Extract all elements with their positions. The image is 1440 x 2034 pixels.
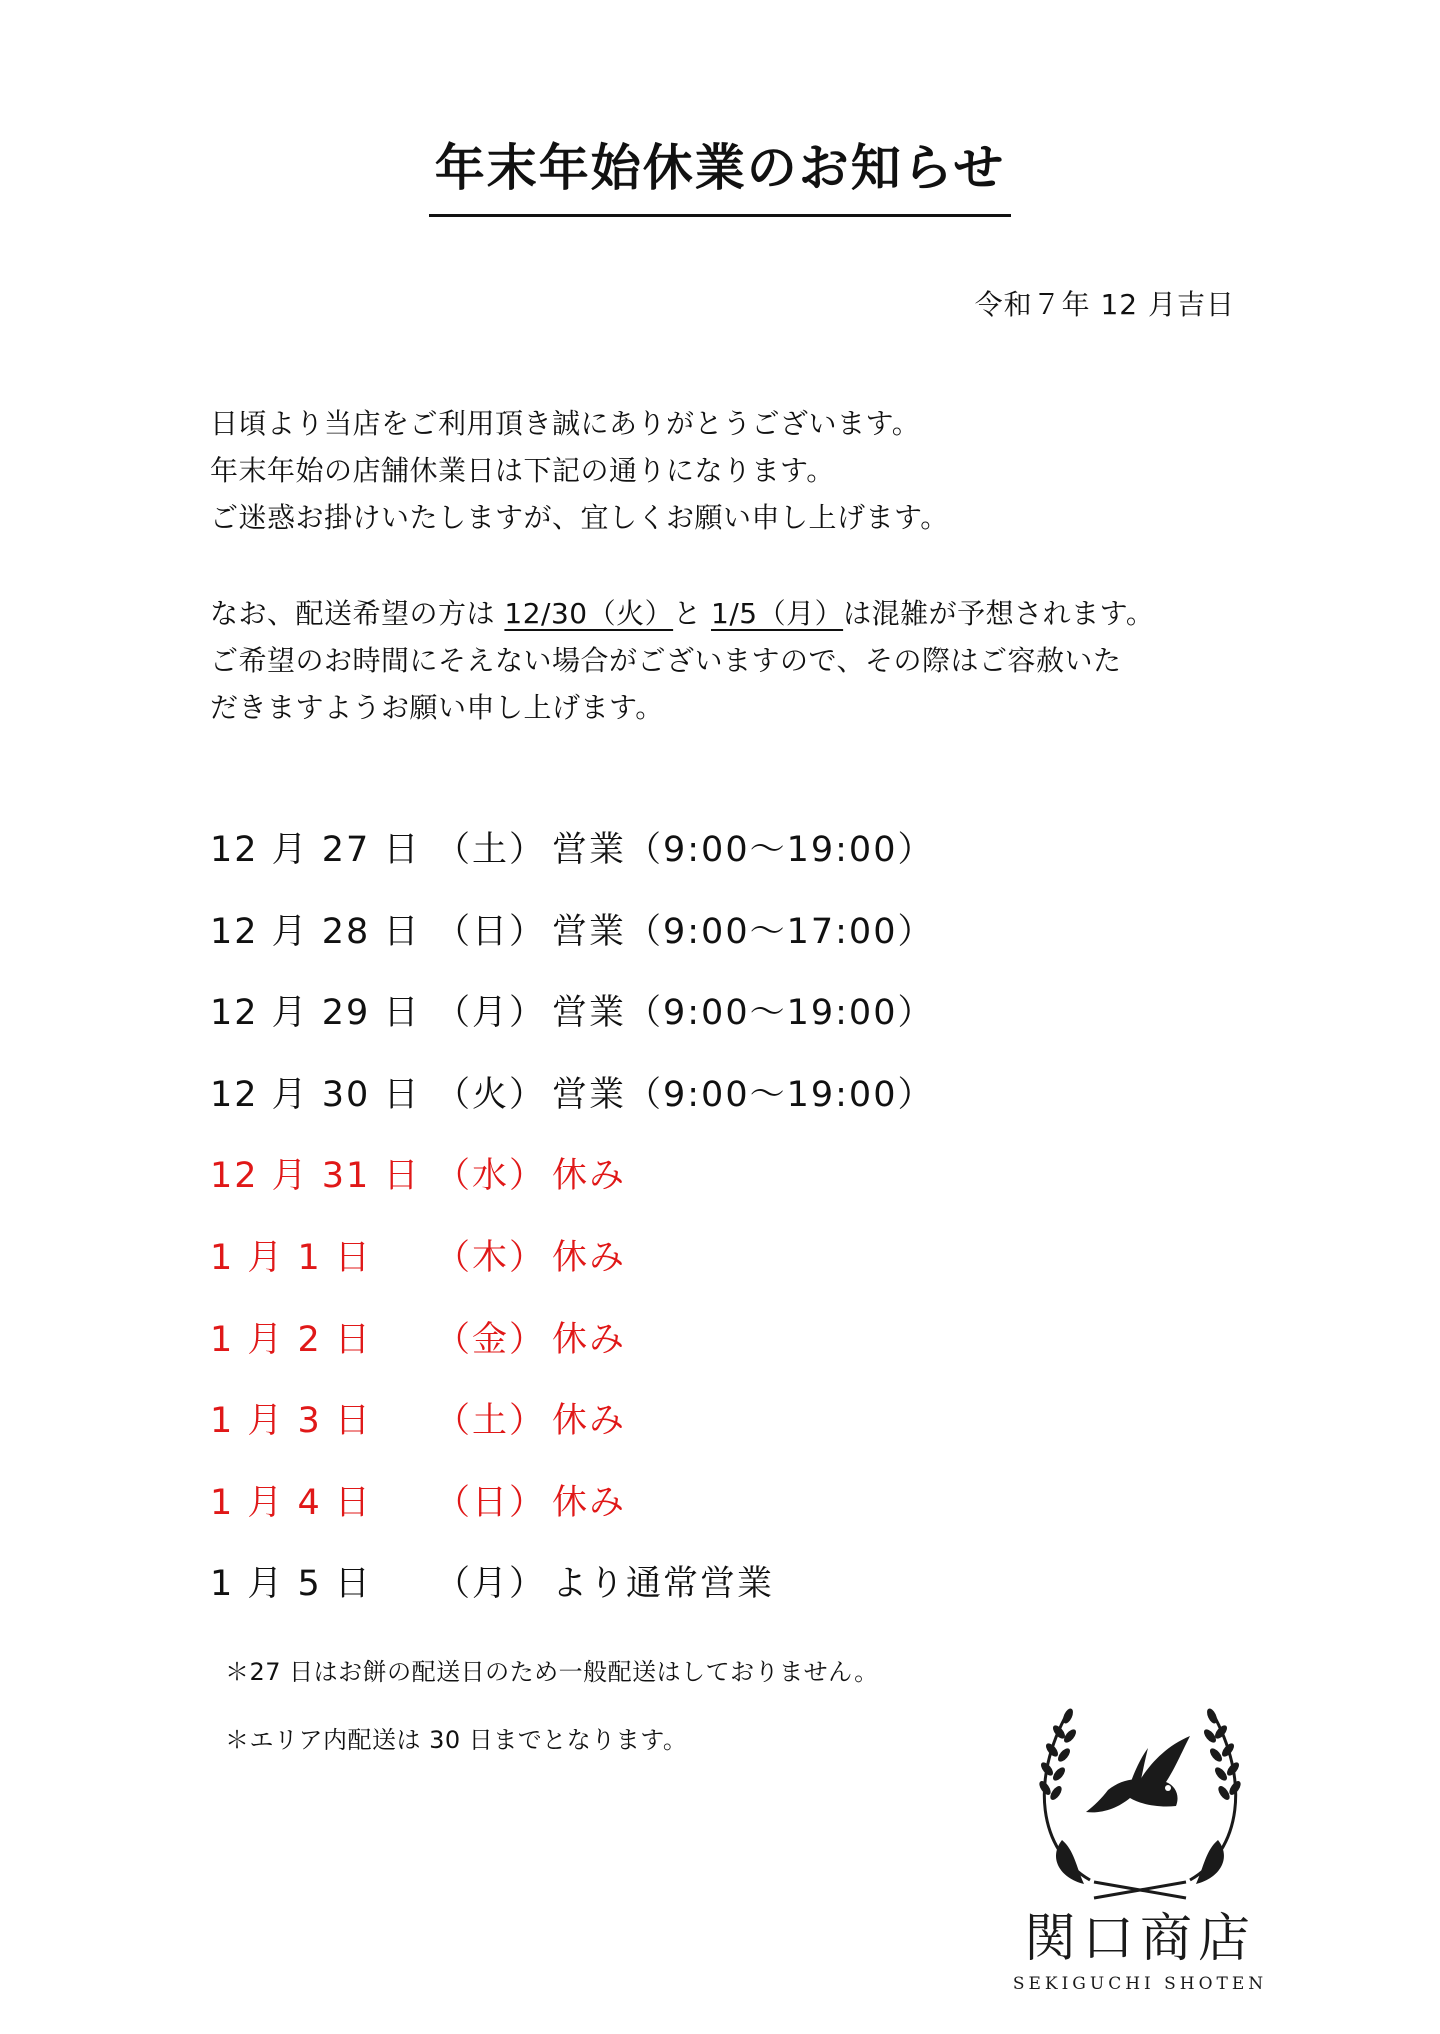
greeting-line: 日頃より当店をご利用頂き誠にありがとうございます。 bbox=[210, 407, 921, 440]
schedule-status: 休み bbox=[552, 1482, 627, 1523]
schedule-status: 営業（9:00～19:00） bbox=[552, 993, 935, 1034]
notice-date: 令和７年 12 月吉日 bbox=[974, 288, 1235, 321]
greeting-paragraph bbox=[210, 400, 1250, 541]
busy-date-2: 1/5（月） bbox=[711, 597, 844, 630]
holiday-schedule bbox=[210, 820, 1210, 1636]
schedule-weekday: （金） bbox=[435, 1319, 547, 1360]
delivery-text: と bbox=[673, 597, 712, 630]
schedule-date: 12 月 27 日 bbox=[210, 830, 421, 870]
footnote: ＊エリア内配送は 30 日までとなります。 bbox=[225, 1726, 688, 1754]
delivery-text: は混雑が予想されます。 bbox=[843, 597, 1155, 630]
schedule-row bbox=[210, 820, 1210, 902]
schedule-date: 12 月 30 日 bbox=[210, 1074, 421, 1115]
schedule-row bbox=[210, 1391, 1210, 1473]
schedule-weekday: （木） bbox=[435, 1237, 547, 1278]
delivery-line: ご希望のお時間にそえない場合がございますので、その際はご容赦いた bbox=[210, 644, 1122, 677]
schedule-row bbox=[210, 983, 1210, 1065]
schedule-row bbox=[210, 1473, 1210, 1555]
schedule-row bbox=[210, 902, 1210, 984]
store-logo bbox=[990, 1690, 1290, 2010]
delivery-line bbox=[210, 590, 1250, 637]
store-name-roman: SEKIGUCHI SHOTEN bbox=[1012, 1974, 1268, 1994]
schedule-status: 営業（9:00～17:00） bbox=[552, 911, 935, 952]
schedule-status: 休み bbox=[552, 1319, 627, 1360]
delivery-line: だきますようお願い申し上げます。 bbox=[210, 691, 664, 724]
schedule-status: 営業（9:00～19:00） bbox=[552, 830, 935, 870]
store-name: 関口商店 bbox=[1023, 1909, 1256, 1969]
delivery-paragraph bbox=[210, 590, 1250, 731]
schedule-date: 12 月 29 日 bbox=[210, 993, 421, 1034]
schedule-status: 休み bbox=[552, 1237, 627, 1278]
intro-text bbox=[210, 400, 1250, 780]
schedule-row bbox=[210, 1228, 1210, 1310]
schedule-row bbox=[210, 1065, 1210, 1147]
schedule-status: 営業（9:00～19:00） bbox=[552, 1074, 935, 1115]
page-title: 年末年始休業のお知らせ bbox=[429, 128, 1012, 217]
delivery-text: なお、配送希望の方は bbox=[210, 597, 505, 630]
schedule-row bbox=[210, 1146, 1210, 1228]
schedule-weekday: （土） bbox=[435, 830, 547, 870]
schedule-weekday: （水） bbox=[435, 1156, 547, 1197]
schedule-weekday: （日） bbox=[435, 1482, 547, 1523]
schedule-date: 1 月 1 日 bbox=[210, 1237, 372, 1278]
schedule-weekday: （土） bbox=[435, 1401, 547, 1442]
schedule-row bbox=[210, 1310, 1210, 1392]
schedule-status: 休み bbox=[552, 1401, 627, 1442]
schedule-date: 1 月 4 日 bbox=[210, 1482, 372, 1523]
schedule-row bbox=[210, 1554, 1210, 1636]
schedule-date: 1 月 3 日 bbox=[210, 1401, 372, 1442]
footnote: ＊27 日はお餅の配送日のため一般配送はしておりません。 bbox=[225, 1658, 879, 1686]
notice-header bbox=[0, 128, 1440, 217]
schedule-weekday: （月） bbox=[435, 993, 547, 1034]
schedule-date: 1 月 5 日 bbox=[210, 1564, 372, 1605]
schedule-weekday: （月） bbox=[435, 1564, 547, 1605]
schedule-weekday: （火） bbox=[435, 1074, 547, 1115]
greeting-line: ご迷惑お掛けいたしますが、宜しくお願い申し上げます。 bbox=[210, 501, 949, 534]
swallow-rice-wreath-icon bbox=[990, 1690, 1290, 1900]
schedule-date: 12 月 31 日 bbox=[210, 1156, 421, 1197]
schedule-weekday: （日） bbox=[435, 911, 547, 952]
footnotes bbox=[225, 1655, 879, 1791]
busy-date-1: 12/30（火） bbox=[504, 597, 674, 630]
schedule-status: 休み bbox=[552, 1156, 627, 1197]
schedule-status: より通常営業 bbox=[552, 1564, 775, 1605]
schedule-date: 1 月 2 日 bbox=[210, 1319, 372, 1360]
greeting-line: 年末年始の店舗休業日は下記の通りになります。 bbox=[210, 454, 835, 487]
schedule-date: 12 月 28 日 bbox=[210, 911, 421, 952]
